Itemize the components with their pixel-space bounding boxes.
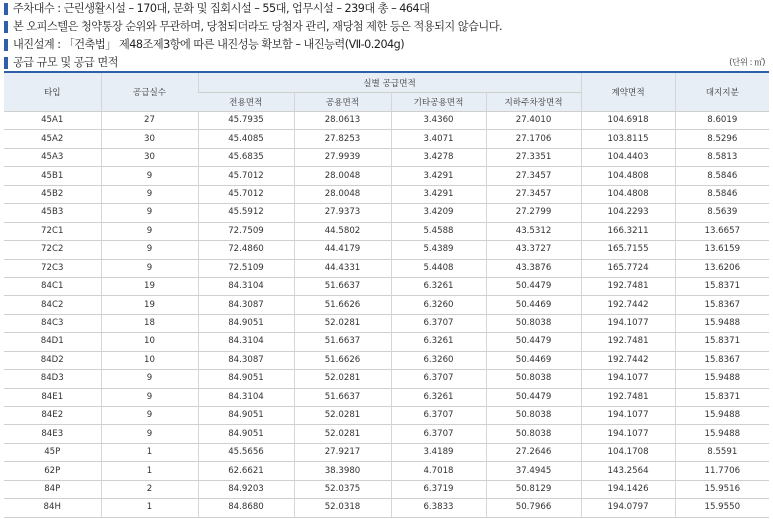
table-row (4, 167, 769, 185)
section-title-text: 공급 규모 및 공급 면적 (13, 56, 118, 69)
cell-contract: 194.0797 (581, 499, 675, 517)
cell-land: 11.7706 (675, 462, 769, 480)
bullet-bar-icon (4, 3, 8, 15)
cell-count: 2 (101, 480, 198, 498)
cell-common: 44.5802 (294, 222, 391, 240)
cell-exclusive: 84.3087 (198, 296, 294, 314)
cell-parking: 50.4479 (486, 388, 581, 406)
cell-contract: 104.4808 (581, 167, 675, 185)
cell-land: 15.8367 (675, 296, 769, 314)
cell-type: 84D3 (4, 370, 101, 388)
table-row (4, 462, 769, 480)
table-row (4, 388, 769, 406)
cell-parking: 43.3876 (486, 259, 581, 277)
cell-contract: 165.7155 (581, 241, 675, 259)
header-exclusive: 전용면적 (198, 93, 294, 112)
table-row (4, 425, 769, 443)
cell-common: 52.0281 (294, 407, 391, 425)
cell-exclusive: 45.7012 (198, 185, 294, 203)
cell-parking: 50.4469 (486, 351, 581, 369)
cell-exclusive: 45.5656 (198, 443, 294, 461)
cell-other-common: 6.3261 (391, 388, 486, 406)
cell-land: 15.9550 (675, 499, 769, 517)
cell-other-common: 3.4278 (391, 148, 486, 166)
cell-count: 10 (101, 333, 198, 351)
table-row (4, 480, 769, 498)
cell-contract: 104.4403 (581, 148, 675, 166)
cell-parking: 27.4010 (486, 112, 581, 130)
cell-exclusive: 84.3104 (198, 333, 294, 351)
cell-count: 1 (101, 443, 198, 461)
cell-parking: 50.8038 (486, 425, 581, 443)
table-row (4, 333, 769, 351)
table-row (4, 130, 769, 148)
cell-other-common: 6.3261 (391, 333, 486, 351)
cell-land: 8.5813 (675, 148, 769, 166)
cell-type: 45B3 (4, 204, 101, 222)
table-row (4, 499, 769, 517)
cell-parking: 50.4469 (486, 296, 581, 314)
cell-parking: 27.3457 (486, 185, 581, 203)
cell-exclusive: 62.6621 (198, 462, 294, 480)
table-body (4, 112, 769, 518)
cell-parking: 50.7966 (486, 499, 581, 517)
cell-exclusive: 84.9051 (198, 370, 294, 388)
supply-area-table (4, 71, 769, 518)
cell-contract: 194.1077 (581, 425, 675, 443)
cell-type: 45A2 (4, 130, 101, 148)
cell-type: 84C1 (4, 277, 101, 295)
cell-common: 44.4179 (294, 241, 391, 259)
cell-exclusive: 72.5109 (198, 259, 294, 277)
table-header (4, 72, 769, 112)
cell-land: 8.5296 (675, 130, 769, 148)
cell-common: 51.6637 (294, 388, 391, 406)
cell-common: 52.0281 (294, 314, 391, 332)
cell-count: 30 (101, 148, 198, 166)
cell-contract: 104.6918 (581, 112, 675, 130)
cell-exclusive: 84.9051 (198, 407, 294, 425)
cell-land: 8.5846 (675, 185, 769, 203)
table-row (4, 112, 769, 130)
header-common: 공용면적 (294, 93, 391, 112)
cell-common: 44.4331 (294, 259, 391, 277)
cell-land: 8.5639 (675, 204, 769, 222)
cell-type: 84E1 (4, 388, 101, 406)
cell-type: 84E2 (4, 407, 101, 425)
cell-contract: 194.1077 (581, 407, 675, 425)
cell-parking: 27.1706 (486, 130, 581, 148)
cell-exclusive: 84.9051 (198, 425, 294, 443)
cell-other-common: 6.3833 (391, 499, 486, 517)
table-row (4, 277, 769, 295)
header-area-group: 실별 공급면적 (198, 72, 581, 93)
cell-land: 13.6657 (675, 222, 769, 240)
cell-other-common: 6.3707 (391, 370, 486, 388)
cell-land: 8.5591 (675, 443, 769, 461)
cell-contract: 194.1426 (581, 480, 675, 498)
cell-count: 9 (101, 222, 198, 240)
parking-note (4, 0, 769, 18)
cell-type: 45A3 (4, 148, 101, 166)
cell-parking: 50.8038 (486, 370, 581, 388)
cell-other-common: 3.4209 (391, 204, 486, 222)
table-row (4, 204, 769, 222)
cell-parking: 43.3727 (486, 241, 581, 259)
cell-contract: 192.7481 (581, 333, 675, 351)
cell-count: 27 (101, 112, 198, 130)
cell-land: 15.9488 (675, 370, 769, 388)
cell-common: 27.9939 (294, 148, 391, 166)
table-row (4, 351, 769, 369)
cell-exclusive: 45.4085 (198, 130, 294, 148)
cell-land: 15.8367 (675, 351, 769, 369)
cell-contract: 104.2293 (581, 204, 675, 222)
cell-common: 52.0375 (294, 480, 391, 498)
cell-other-common: 4.7018 (391, 462, 486, 480)
cell-other-common: 3.4360 (391, 112, 486, 130)
cell-contract: 103.8115 (581, 130, 675, 148)
cell-exclusive: 84.8680 (198, 499, 294, 517)
cell-contract: 104.4808 (581, 185, 675, 203)
cell-exclusive: 72.4860 (198, 241, 294, 259)
header-land: 대지지분 (675, 72, 769, 112)
cell-parking: 27.2799 (486, 204, 581, 222)
cell-other-common: 6.3707 (391, 425, 486, 443)
cell-type: 72C1 (4, 222, 101, 240)
cell-land: 13.6206 (675, 259, 769, 277)
cell-count: 30 (101, 130, 198, 148)
cell-parking: 50.8038 (486, 314, 581, 332)
cell-land: 15.8371 (675, 333, 769, 351)
cell-common: 52.0281 (294, 425, 391, 443)
cell-common: 38.3980 (294, 462, 391, 480)
cell-contract: 192.7481 (581, 277, 675, 295)
header-type: 타입 (4, 72, 101, 112)
cell-type: 84P (4, 480, 101, 498)
cell-exclusive: 84.9203 (198, 480, 294, 498)
cell-other-common: 3.4291 (391, 167, 486, 185)
cell-count: 9 (101, 241, 198, 259)
cell-count: 9 (101, 167, 198, 185)
cell-contract: 192.7442 (581, 296, 675, 314)
cell-common: 51.6637 (294, 333, 391, 351)
subscription-note (4, 18, 769, 36)
table-row (4, 443, 769, 461)
cell-count: 9 (101, 407, 198, 425)
cell-type: 84D1 (4, 333, 101, 351)
header-contract: 계약면적 (581, 72, 675, 112)
cell-count: 9 (101, 259, 198, 277)
cell-count: 9 (101, 425, 198, 443)
cell-land: 13.6159 (675, 241, 769, 259)
table-row (4, 370, 769, 388)
cell-exclusive: 45.5912 (198, 204, 294, 222)
header-count: 공급실수 (101, 72, 198, 112)
cell-other-common: 5.4408 (391, 259, 486, 277)
cell-contract: 194.1077 (581, 314, 675, 332)
cell-type: 84C3 (4, 314, 101, 332)
cell-contract: 104.1708 (581, 443, 675, 461)
cell-type: 62P (4, 462, 101, 480)
cell-common: 52.0318 (294, 499, 391, 517)
bullet-bar-icon (4, 39, 8, 51)
cell-type: 84C2 (4, 296, 101, 314)
cell-count: 19 (101, 277, 198, 295)
cell-type: 45P (4, 443, 101, 461)
cell-other-common: 6.3261 (391, 277, 486, 295)
cell-land: 8.5846 (675, 167, 769, 185)
cell-parking: 50.4479 (486, 277, 581, 295)
cell-exclusive: 72.7509 (198, 222, 294, 240)
cell-other-common: 6.3707 (391, 314, 486, 332)
cell-other-common: 3.4189 (391, 443, 486, 461)
cell-common: 27.9217 (294, 443, 391, 461)
table-row (4, 241, 769, 259)
header-parking: 지하주차장면적 (486, 93, 581, 112)
cell-land: 15.9488 (675, 314, 769, 332)
seismic-note-text: 내진설계 : 「건축법」 제48조제3항에 따른 내진성능 확보함 – 내진능력(Ⅶ-0.204g) (13, 38, 405, 51)
cell-type: 45A1 (4, 112, 101, 130)
section-title (4, 54, 769, 72)
cell-type: 84D2 (4, 351, 101, 369)
cell-other-common: 6.3707 (391, 407, 486, 425)
cell-common: 51.6626 (294, 351, 391, 369)
cell-other-common: 6.3260 (391, 296, 486, 314)
cell-contract: 194.1077 (581, 370, 675, 388)
cell-other-common: 3.4071 (391, 130, 486, 148)
cell-type: 84E3 (4, 425, 101, 443)
cell-contract: 165.7724 (581, 259, 675, 277)
parking-note-text: 주차대수 : 근린생활시설 – 170대, 문화 및 집회시설 – 55대, 업무시설 – 239대 총 – 464대 (13, 2, 430, 15)
cell-count: 9 (101, 204, 198, 222)
cell-common: 28.0048 (294, 167, 391, 185)
cell-common: 51.6626 (294, 296, 391, 314)
cell-parking: 27.2646 (486, 443, 581, 461)
subscription-note-text: 본 오피스텔은 청약통장 순위와 무관하며, 당첨되더라도 당첨자 관리, 재당첨 제한 등은 적용되지 않습니다. (13, 20, 503, 33)
cell-count: 19 (101, 296, 198, 314)
cell-exclusive: 45.6835 (198, 148, 294, 166)
cell-count: 9 (101, 185, 198, 203)
cell-count: 9 (101, 388, 198, 406)
cell-parking: 43.5312 (486, 222, 581, 240)
header-other-common: 기타공용면적 (391, 93, 486, 112)
cell-common: 51.6637 (294, 277, 391, 295)
cell-type: 72C3 (4, 259, 101, 277)
cell-count: 10 (101, 351, 198, 369)
cell-parking: 50.8038 (486, 407, 581, 425)
cell-land: 15.9516 (675, 480, 769, 498)
cell-common: 28.0048 (294, 185, 391, 203)
cell-common: 27.8253 (294, 130, 391, 148)
cell-parking: 37.4945 (486, 462, 581, 480)
cell-land: 15.9488 (675, 425, 769, 443)
table-row (4, 259, 769, 277)
cell-exclusive: 84.9051 (198, 314, 294, 332)
cell-contract: 192.7481 (581, 388, 675, 406)
cell-other-common: 6.3719 (391, 480, 486, 498)
cell-land: 15.9488 (675, 407, 769, 425)
cell-contract: 166.3211 (581, 222, 675, 240)
cell-other-common: 3.4291 (391, 185, 486, 203)
cell-type: 72C2 (4, 241, 101, 259)
cell-common: 52.0281 (294, 370, 391, 388)
cell-contract: 143.2564 (581, 462, 675, 480)
table-row (4, 148, 769, 166)
cell-common: 28.0613 (294, 112, 391, 130)
cell-type: 45B1 (4, 167, 101, 185)
cell-parking: 27.3351 (486, 148, 581, 166)
cell-count: 1 (101, 462, 198, 480)
cell-exclusive: 45.7935 (198, 112, 294, 130)
cell-count: 18 (101, 314, 198, 332)
table-row (4, 185, 769, 203)
cell-type: 84H (4, 499, 101, 517)
table-row (4, 407, 769, 425)
table-row (4, 222, 769, 240)
bullet-bar-icon (4, 21, 8, 33)
cell-exclusive: 45.7012 (198, 167, 294, 185)
table-row (4, 296, 769, 314)
cell-parking: 50.8129 (486, 480, 581, 498)
cell-common: 27.9373 (294, 204, 391, 222)
cell-land: 8.6019 (675, 112, 769, 130)
cell-count: 1 (101, 499, 198, 517)
cell-land: 15.8371 (675, 277, 769, 295)
cell-type: 45B2 (4, 185, 101, 203)
cell-exclusive: 84.3104 (198, 388, 294, 406)
cell-other-common: 5.4389 (391, 241, 486, 259)
notes-section (4, 0, 769, 72)
unit-label: (단위 : ㎡) (729, 58, 765, 68)
cell-exclusive: 84.3104 (198, 277, 294, 295)
cell-contract: 192.7442 (581, 351, 675, 369)
cell-parking: 27.3457 (486, 167, 581, 185)
cell-land: 15.8371 (675, 388, 769, 406)
cell-other-common: 5.4588 (391, 222, 486, 240)
cell-exclusive: 84.3087 (198, 351, 294, 369)
table-row (4, 314, 769, 332)
cell-count: 9 (101, 370, 198, 388)
seismic-note (4, 36, 769, 54)
cell-parking: 50.4479 (486, 333, 581, 351)
bullet-bar-icon (4, 57, 8, 69)
cell-other-common: 6.3260 (391, 351, 486, 369)
